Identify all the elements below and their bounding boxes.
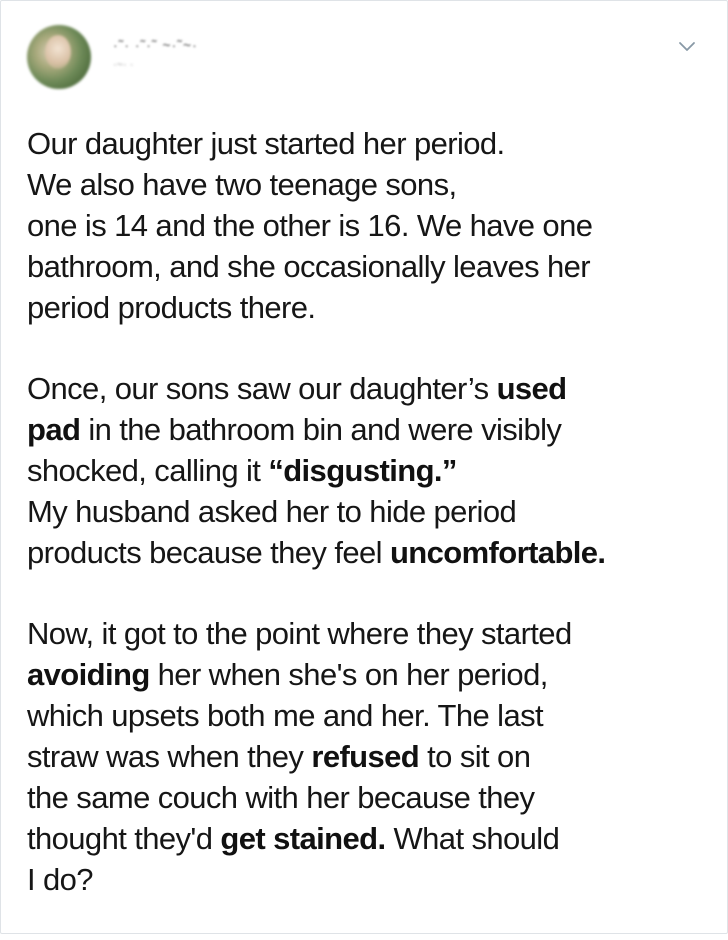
post-paragraph-3 [27, 613, 707, 900]
emphasis-text: uncomfortable. [389, 535, 606, 570]
avatar-face [45, 35, 71, 69]
post-line: one is 14 and the other is 16. We have one [27, 208, 593, 243]
emphasis-text: refused [311, 739, 420, 774]
post-text: thought they'd [27, 821, 221, 856]
post-body [27, 123, 707, 940]
post-paragraph-2 [27, 368, 707, 573]
post-line: period products there. [27, 290, 316, 325]
post-text: the same couch with her because they [27, 780, 535, 815]
post-line: bathroom, and she occasionally leaves her [27, 249, 591, 284]
emphasis-text: pad [27, 412, 81, 447]
post-paragraph-1 [27, 123, 707, 328]
post-text: which upsets both me and her. The last [27, 698, 544, 733]
user-handle: ·~· · [113, 59, 134, 71]
emphasis-text: avoiding [27, 657, 150, 692]
emphasis-text: used [496, 371, 567, 406]
post-text: to sit on [419, 739, 531, 774]
post-text: Now, it got to the point where they started [27, 616, 572, 651]
post-text: Once, our sons saw our daughter’s [27, 371, 497, 406]
chevron-down-icon[interactable] [673, 33, 701, 61]
post-text: shocked, calling it [27, 453, 269, 488]
post-text: I do? [27, 862, 93, 897]
post-header [27, 25, 703, 91]
post-line: We also have two teenage sons, [27, 167, 457, 202]
post-text: straw was when they [27, 739, 312, 774]
post-text: My husband asked her to hide period [27, 494, 517, 529]
post-text: her when she's on her period, [149, 657, 548, 692]
post-text: in the bathroom bin and were visibly [80, 412, 562, 447]
post-line: Our daughter just started her period. [27, 126, 505, 161]
emphasis-text: get stained. [220, 821, 386, 856]
post-text: products because they feel [27, 535, 390, 570]
post-text: What should [385, 821, 560, 856]
avatar[interactable] [27, 25, 91, 89]
user-name[interactable]: ·˜· ·˜·˜ ~·˜~· [113, 37, 198, 53]
emphasis-text: “disgusting.” [268, 453, 457, 488]
